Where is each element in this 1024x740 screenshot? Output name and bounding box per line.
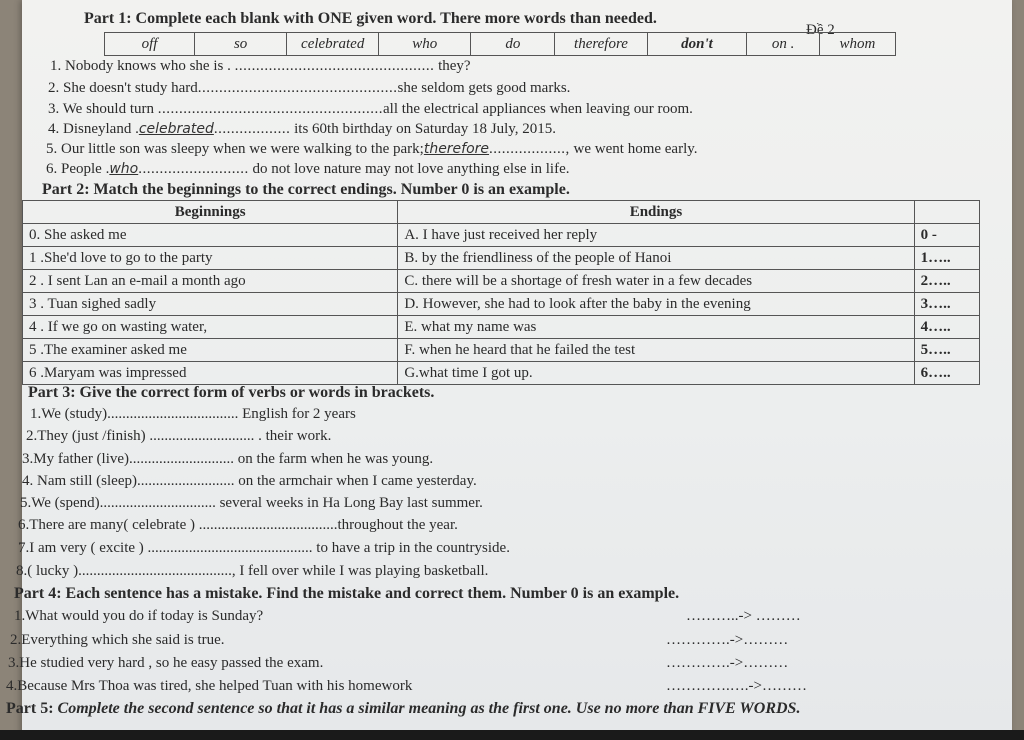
part1-item: 4. Disneyland .celebrated.................. its 60th birthday on Saturday 18 July, 2015.	[48, 121, 557, 137]
word-bank-item: therefore	[555, 33, 647, 55]
header-endings: Endings	[398, 201, 914, 224]
part3-item: 5.We (spend)............................... several weeks in Ha Long Bay last summer.	[20, 495, 483, 511]
answer-cell[interactable]: 5…..	[914, 339, 979, 362]
table-row	[23, 247, 980, 270]
answer-cell[interactable]: 0 -	[914, 224, 979, 247]
ending-cell: C. there will be a shortage of fresh water in a few decades	[398, 270, 914, 293]
part4-answer[interactable]: ………….->………	[666, 632, 789, 648]
ending-cell: F. when he heard that he failed the test	[398, 339, 914, 362]
part4-answer[interactable]: ………….….->………	[666, 678, 807, 694]
answer-cell[interactable]: 3…..	[914, 293, 979, 316]
part1-item: 2. She doesn't study hard...............................................she seldom gets good marks.	[48, 80, 571, 96]
table-row	[23, 316, 980, 339]
part4-item: 2.Everything which she said is true.	[10, 632, 225, 648]
part3-item: 8.( lucky )........................................., I fell over while I was playing basketball.	[16, 563, 489, 579]
ending-cell: E. what my name was	[398, 316, 914, 339]
page-bottom-edge	[0, 730, 1024, 740]
part3-item: 3.My father (live)............................ on the farm when he was young.	[22, 451, 434, 467]
ending-cell: B. by the friendliness of the people of Hanoi	[398, 247, 914, 270]
handwritten-answer: who	[109, 161, 139, 177]
part4-answer[interactable]: ………….->………	[666, 655, 789, 671]
table-row	[23, 270, 980, 293]
test-code: Đề 2	[806, 22, 835, 38]
ending-cell: D. However, she had to look after the baby in the evening	[398, 293, 914, 316]
answer-cell[interactable]: 6…..	[914, 362, 979, 385]
table-row	[23, 339, 980, 362]
word-bank-item: don't	[648, 33, 748, 55]
table-row	[23, 293, 980, 316]
header-beginnings: Beginnings	[23, 201, 398, 224]
beginning-cell: 1 .She'd love to go to the party	[23, 247, 398, 270]
part3-item: 2.They (just /finish) ............................ . their work.	[26, 428, 332, 444]
part4-item: 3.He studied very hard , so he easy passed the exam.	[8, 655, 324, 671]
word-bank-item: celebrated	[287, 33, 379, 55]
part5-label: Part 5:	[6, 700, 54, 717]
part3-item: 1.We (study)................................... English for 2 years	[30, 406, 356, 422]
handwritten-answer: therefore	[423, 141, 490, 157]
part4-title: Part 4: Each sentence has a mistake. Find the mistake and correct them. Number 0 is an example.	[14, 585, 680, 602]
matching-table	[22, 200, 980, 385]
beginning-cell: 3 . Tuan sighed sadly	[23, 293, 398, 316]
part4-answer[interactable]: ………..-> ………	[686, 608, 801, 624]
ending-cell: G.what time I got up.	[398, 362, 914, 385]
answer-cell[interactable]: 4…..	[914, 316, 979, 339]
part3-title: Part 3: Give the correct form of verbs or words in brackets.	[28, 384, 435, 401]
word-bank-item: do	[471, 33, 555, 55]
part1-item: 5. Our little son was sleepy when we were walking to the park;therefore.................., we went home early.	[46, 141, 698, 157]
part3-item: 7.I am very ( excite ) ............................................ to have a trip in the countryside.	[18, 540, 510, 556]
word-bank-item: on .	[747, 33, 819, 55]
table-row	[23, 362, 980, 385]
beginning-cell: 6 .Maryam was impressed	[23, 362, 398, 385]
word-bank	[104, 32, 896, 56]
part1-item: 6. People .who.......................... do not love nature may not love anything else in life.	[46, 161, 570, 177]
part1-item: 3. We should turn .....................................................all the electrical appliances when leaving our room.	[48, 101, 693, 117]
part3-item: 6.There are many( celebrate ) .....................................throughout the year.	[18, 517, 458, 533]
beginning-cell: 4 . If we go on wasting water,	[23, 316, 398, 339]
beginning-cell: 0. She asked me	[23, 224, 398, 247]
beginning-cell: 2 . I sent Lan an e-mail a month ago	[23, 270, 398, 293]
part5-title: Complete the second sentence so that it has a similar meaning as the first one. Use no more than FIVE WORDS.	[57, 700, 801, 717]
word-bank-item: off	[105, 33, 195, 55]
handwritten-answer: celebrated	[138, 121, 214, 137]
part3-item: 4. Nam still (sleep).......................... on the armchair when I came yesterday.	[22, 473, 477, 489]
answer-cell[interactable]: 2…..	[914, 270, 979, 293]
ending-cell: A. I have just received her reply	[398, 224, 914, 247]
header-answer	[914, 201, 979, 224]
table-row	[23, 224, 980, 247]
part2-title: Part 2: Match the beginnings to the correct endings. Number 0 is an example.	[42, 181, 570, 198]
word-bank-item: whom	[839, 35, 876, 52]
table-header-row	[23, 201, 980, 224]
part4-item: 1.What would you do if today is Sunday?	[14, 608, 264, 624]
answer-cell[interactable]: 1…..	[914, 247, 979, 270]
part1-title: Part 1: Complete each blank with ONE given word. There more words than needed.	[84, 10, 657, 27]
part1-item: 1. Nobody knows who she is . ............................................... they?	[50, 58, 471, 74]
word-bank-item: who	[379, 33, 471, 55]
part4-item: 4.Because Mrs Thoa was tired, she helped Tuan with his homework	[6, 678, 413, 694]
beginning-cell: 5 .The examiner asked me	[23, 339, 398, 362]
part5-heading	[6, 700, 800, 718]
word-bank-item: so	[195, 33, 287, 55]
